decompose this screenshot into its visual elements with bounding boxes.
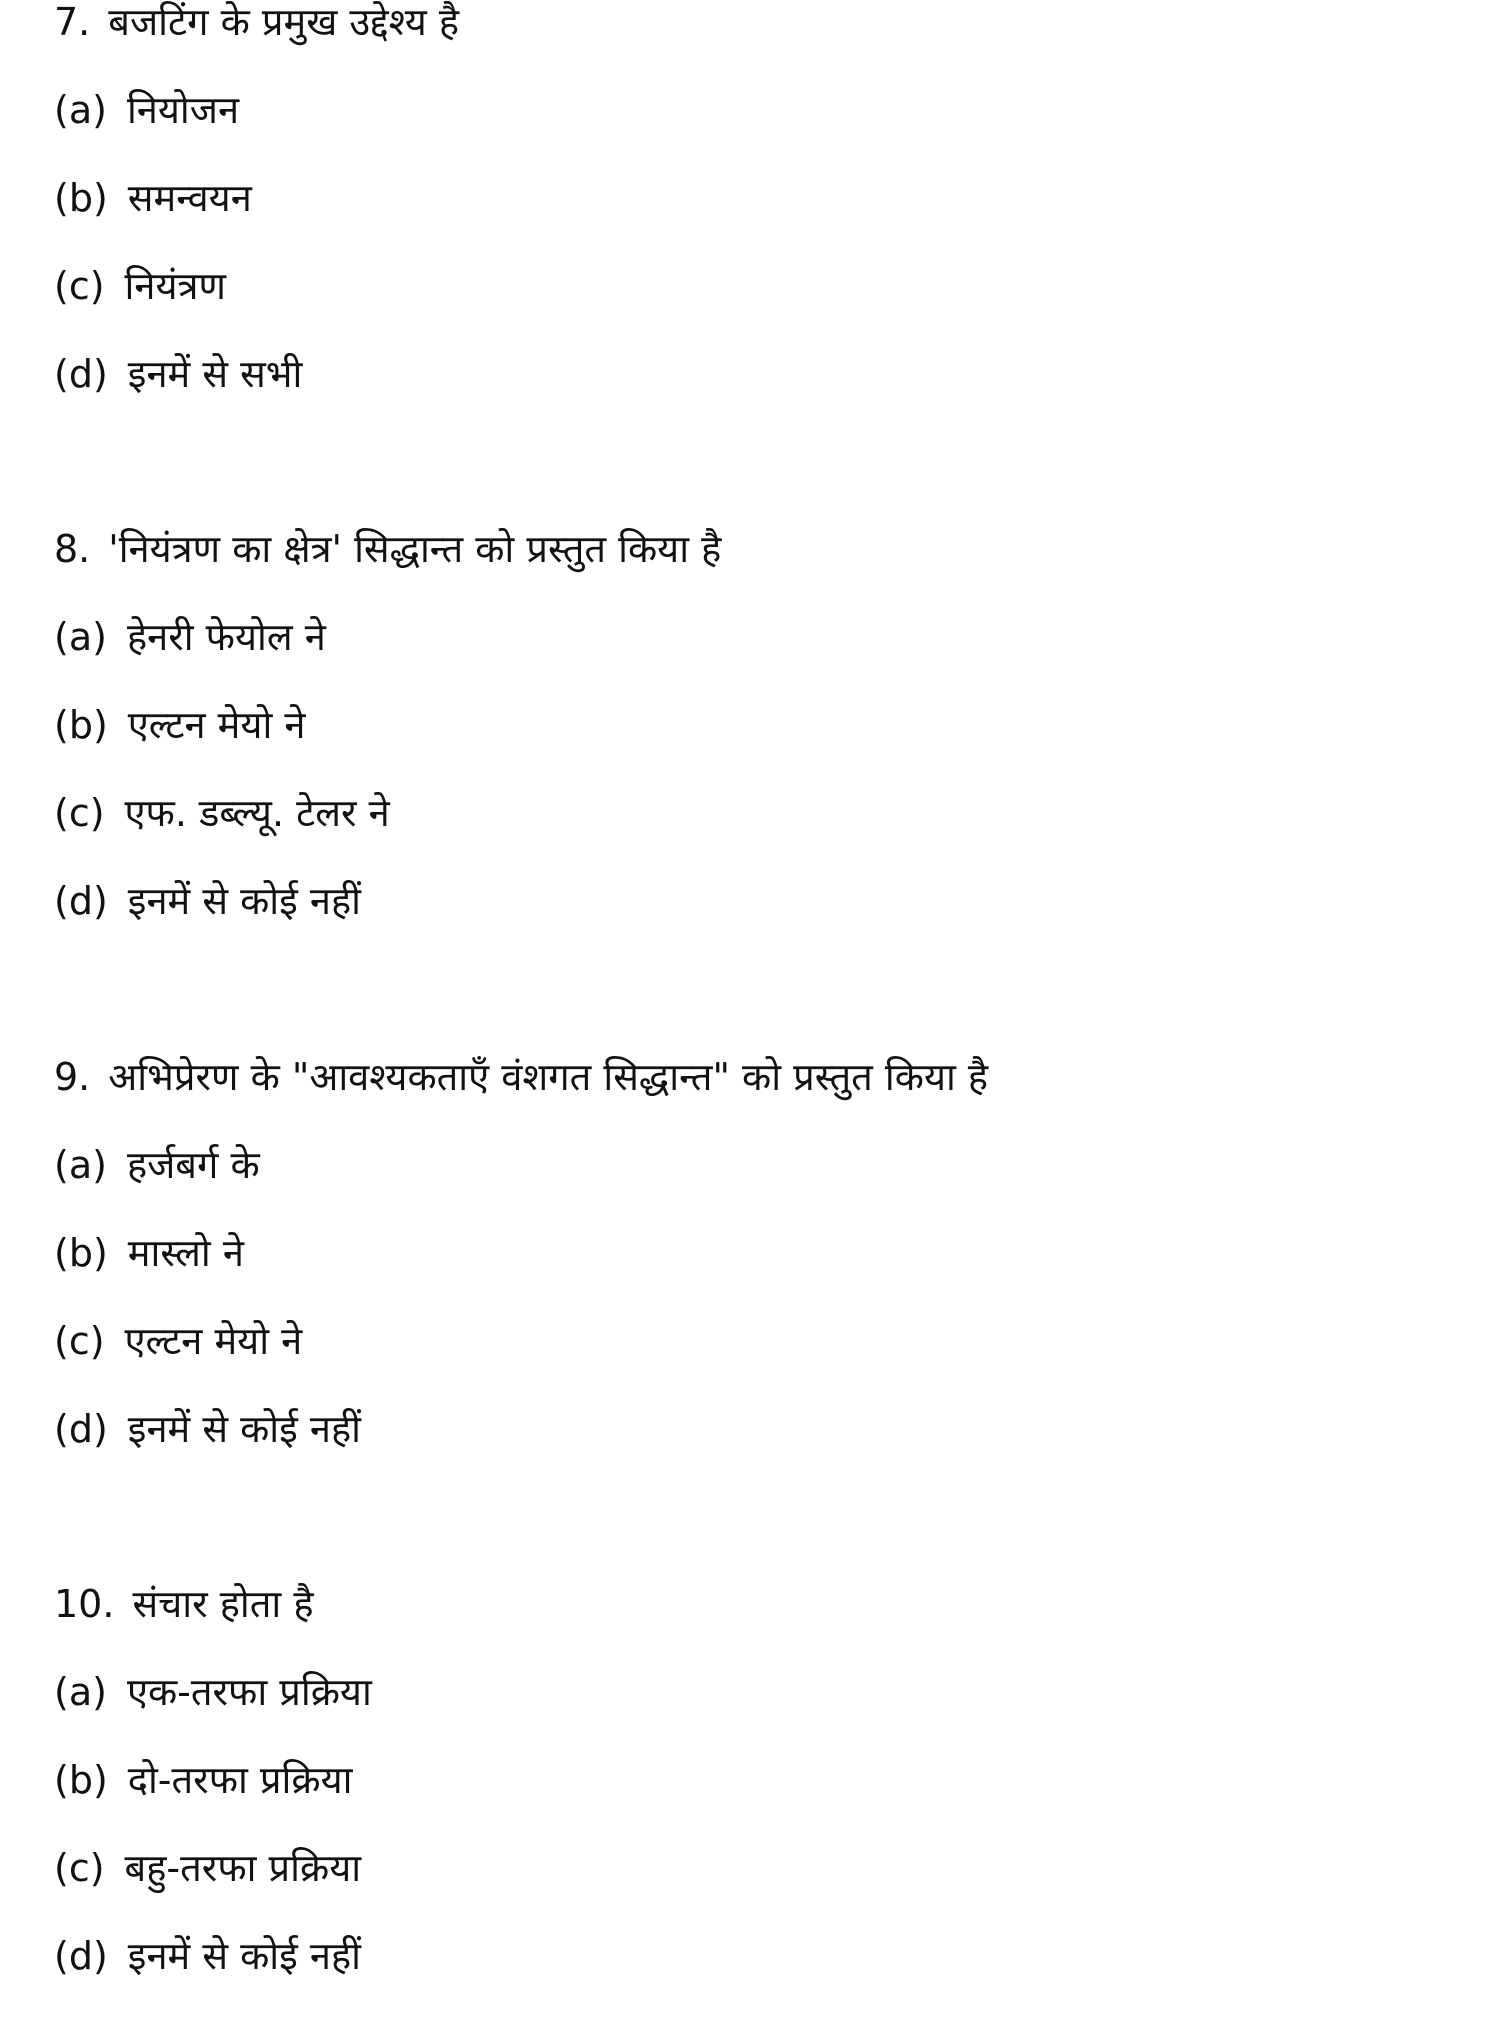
option-text: मास्लो ने xyxy=(127,1231,244,1275)
option-label: (b) xyxy=(54,703,108,747)
option-d xyxy=(54,330,1474,418)
option-d xyxy=(54,1385,1474,1473)
option-label: (d) xyxy=(54,352,108,396)
option-label: (a) xyxy=(54,1670,107,1714)
question-number: 9. xyxy=(54,1055,91,1099)
question-stem xyxy=(54,505,1474,593)
option-label: (a) xyxy=(54,1143,107,1187)
option-text: हेनरी फेयोल ने xyxy=(126,615,326,659)
option-label: (c) xyxy=(54,264,105,308)
option-label: (a) xyxy=(54,615,107,659)
option-a xyxy=(54,66,1474,154)
question-text: 'नियंत्रण का क्षेत्र' सिद्धान्त को प्रस्तुत किया है xyxy=(108,527,722,571)
option-label: (b) xyxy=(54,176,108,220)
question-10 xyxy=(54,1560,1474,2000)
option-c xyxy=(54,242,1474,330)
option-text: इनमें से सभी xyxy=(127,352,303,396)
question-8 xyxy=(54,505,1474,945)
option-text: एक-तरफा प्रक्रिया xyxy=(126,1670,372,1714)
option-c xyxy=(54,1297,1474,1385)
question-stem xyxy=(54,0,1474,66)
option-text: हर्जबर्ग के xyxy=(126,1143,260,1187)
option-b xyxy=(54,681,1474,769)
question-text: संचार होता है xyxy=(132,1582,314,1626)
question-7 xyxy=(54,0,1474,418)
option-text: एल्टन मेयो ने xyxy=(127,703,306,747)
option-text: एल्टन मेयो ने xyxy=(124,1319,303,1363)
option-a xyxy=(54,593,1474,681)
option-label: (a) xyxy=(54,88,107,132)
option-b xyxy=(54,1209,1474,1297)
option-b xyxy=(54,1736,1474,1824)
question-text: अभिप्रेरण के "आवश्यकताएँ वंशगत सिद्धान्त" को प्रस्तुत किया है xyxy=(108,1055,989,1099)
option-text: समन्वयन xyxy=(127,176,252,220)
option-d xyxy=(54,857,1474,945)
option-label: (c) xyxy=(54,791,105,835)
question-stem xyxy=(54,1033,1474,1121)
option-label: (b) xyxy=(54,1758,108,1802)
option-label: (d) xyxy=(54,1934,108,1978)
option-label: (d) xyxy=(54,879,108,923)
question-stem xyxy=(54,1560,1474,1648)
question-number: 10. xyxy=(54,1582,115,1626)
question-text: बजटिंग के प्रमुख उद्देश्य है xyxy=(108,0,460,44)
option-label: (b) xyxy=(54,1231,108,1275)
option-text: नियोजन xyxy=(126,88,240,132)
option-text: बहु-तरफा प्रक्रिया xyxy=(124,1846,362,1890)
option-label: (c) xyxy=(54,1846,105,1890)
question-9 xyxy=(54,1033,1474,1473)
question-number: 7. xyxy=(54,0,91,44)
option-a xyxy=(54,1121,1474,1209)
option-c xyxy=(54,769,1474,857)
option-d xyxy=(54,1912,1474,2000)
option-text: नियंत्रण xyxy=(124,264,226,308)
option-text: इनमें से कोई नहीं xyxy=(127,1934,361,1978)
option-text: दो-तरफा प्रक्रिया xyxy=(127,1758,353,1802)
option-a xyxy=(54,1648,1474,1736)
option-text: इनमें से कोई नहीं xyxy=(127,1407,361,1451)
option-b xyxy=(54,154,1474,242)
option-text: एफ. डब्ल्यू. टेलर ने xyxy=(124,791,390,835)
option-text: इनमें से कोई नहीं xyxy=(127,879,361,923)
option-c xyxy=(54,1824,1474,1912)
option-label: (c) xyxy=(54,1319,105,1363)
question-number: 8. xyxy=(54,527,91,571)
option-label: (d) xyxy=(54,1407,108,1451)
